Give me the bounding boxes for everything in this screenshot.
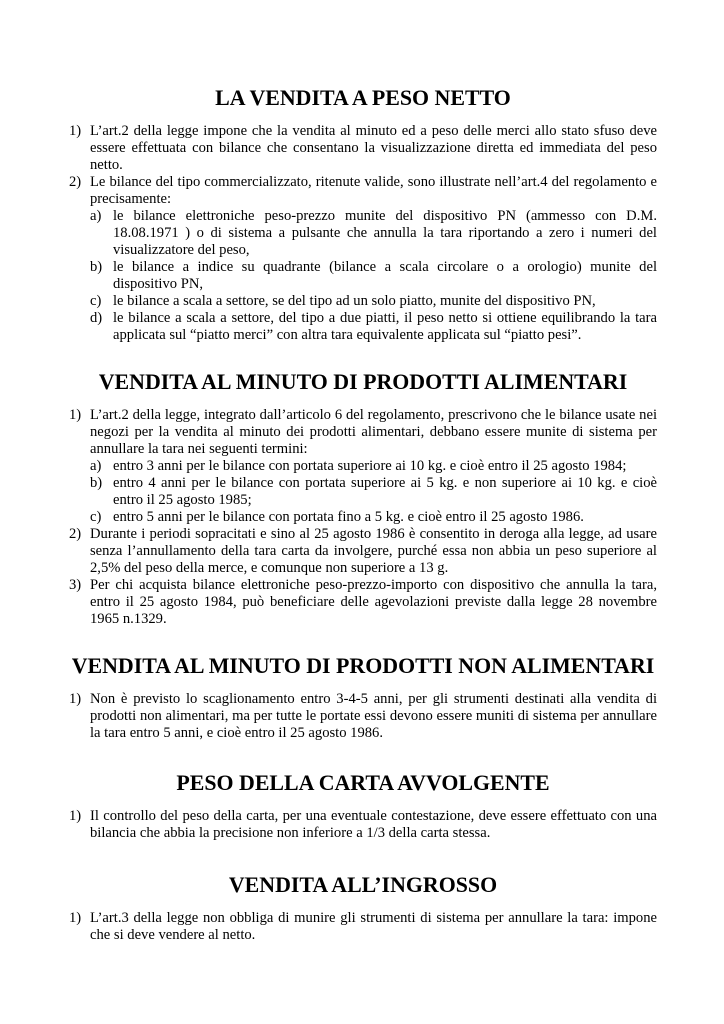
numbered-list [69, 808, 657, 842]
list-item [69, 910, 657, 944]
item-number: 1) [69, 910, 82, 926]
item-number: 1) [69, 123, 82, 139]
sub-item-letter: b) [90, 259, 103, 275]
sub-item [90, 310, 657, 344]
section-ingrosso [69, 872, 657, 944]
list-item [69, 407, 657, 526]
section-carta-avvolgente [69, 770, 657, 842]
item-text: Durante i periodi sopracitati e sino al 25 agosto 1986 è consentito in deroga alla legge, ad usare senza l’annullamento della tara carta da involgere, purché essa non abbia un peso superiore al 2,5% del peso della merce, e comunque non superiore a 13 g. [90, 526, 657, 576]
item-number: 3) [69, 577, 82, 593]
sub-item-text: entro 4 anni per le bilance con portata superiore ai 5 kg. e non superiore ai 10 kg. e cioè entro il 25 agosto 1985; [113, 475, 657, 508]
item-text: Le bilance del tipo commercializzato, ritenute valide, sono illustrate nell’art.4 del regolamento e precisamente: [90, 174, 657, 207]
sub-item-text: le bilance a scala a settore, del tipo a due piatti, il peso netto si ottiene equilibrando la tara applicata sul “piatto merci” con altra tara equivalente applicata sul “piatto pesi”. [113, 310, 657, 343]
sub-item-text: entro 5 anni per le bilance con portata fino a 5 kg. e cioè entro il 25 agosto 1986. [113, 509, 584, 525]
item-number: 2) [69, 174, 82, 190]
section-peso-netto [69, 85, 657, 344]
item-text: Non è previsto lo scaglionamento entro 3-4-5 anni, per gli strumenti destinati alla vendita di prodotti non alimentari, ma per tutte le portate essi devono essere muniti di sistema per annullare la tara entro 5 anni, e cioè entro il 25 agosto 1986. [90, 691, 657, 741]
list-item [69, 174, 657, 344]
sub-item-text: entro 3 anni per le bilance con portata superiore ai 10 kg. e cioè entro il 25 agosto 1984; [113, 458, 627, 474]
item-text: L’art.2 della legge impone che la vendita al minuto ed a peso delle merci allo stato sfuso deve essere effettuata con bilance che consentano la visualizzazione diretta ed immediata del peso netto. [90, 123, 657, 173]
section-prodotti-non-alimentari [69, 653, 657, 742]
numbered-list [69, 910, 657, 944]
sub-item-letter: a) [90, 208, 102, 224]
lettered-list [90, 208, 657, 344]
list-item [69, 691, 657, 742]
sub-item-letter: d) [90, 310, 103, 326]
sub-item-letter: c) [90, 509, 102, 525]
section-prodotti-alimentari [69, 369, 657, 628]
sub-item-letter: b) [90, 475, 103, 491]
sub-item [90, 208, 657, 259]
sub-item [90, 458, 657, 475]
item-text: Per chi acquista bilance elettroniche peso-prezzo-importo con dispositivo che annulla la tara, entro il 25 agosto 1984, può beneficiare delle agevolazioni previste dalla legge 28 novembre 1965 n.1329. [90, 577, 657, 627]
lettered-list [90, 458, 657, 526]
sub-item [90, 475, 657, 509]
list-item [69, 526, 657, 577]
item-text: L’art.3 della legge non obbliga di munire gli strumenti di sistema per annullare la tara: impone che si deve vendere al netto. [90, 910, 657, 943]
sub-item-letter: a) [90, 458, 102, 474]
item-text: L’art.2 della legge, integrato dall’articolo 6 del regolamento, prescrivono che le bilance usate nei negozi per la vendita al minuto dei prodotti alimentari, debbano essere munite di sistema per annullare la tara nei seguenti termini: [90, 407, 657, 457]
item-number: 1) [69, 808, 82, 824]
sub-item-text: le bilance elettroniche peso-prezzo munite del dispositivo PN (ammesso con D.M. 18.08.1971 ) o di sistema a pulsante che annulla la tara riportando a zero i numeri del visualizzatore del peso, [113, 208, 657, 258]
sub-item-text: le bilance a indice su quadrante (bilance a scala circolare o a orologio) munite del dispositivo PN, [113, 259, 657, 292]
section-heading: VENDITA ALL’INGROSSO [228, 872, 498, 897]
numbered-list [69, 407, 657, 628]
numbered-list [69, 123, 657, 344]
section-heading: VENDITA AL MINUTO DI PRODOTTI ALIMENTARI [98, 369, 628, 394]
section-heading: VENDITA AL MINUTO DI PRODOTTI NON ALIMENTARI [71, 653, 655, 678]
list-item [69, 123, 657, 174]
list-item [69, 577, 657, 628]
section-heading: LA VENDITA A PESO NETTO [215, 85, 511, 110]
item-text: Il controllo del peso della carta, per una eventuale contestazione, deve essere effettuato con una bilancia che abbia la precisione non inferiore a 1/3 della carta stessa. [90, 808, 657, 841]
section-heading: PESO DELLA CARTA AVVOLGENTE [176, 770, 550, 795]
item-number: 1) [69, 407, 82, 423]
list-item [69, 808, 657, 842]
sub-item-text: le bilance a scala a settore, se del tipo ad un solo piatto, munite del dispositivo PN, [113, 293, 596, 309]
item-number: 2) [69, 526, 82, 542]
numbered-list [69, 691, 657, 742]
sub-item [90, 293, 657, 310]
item-number: 1) [69, 691, 82, 707]
sub-item-letter: c) [90, 293, 102, 309]
sub-item [90, 509, 657, 526]
sub-item [90, 259, 657, 293]
